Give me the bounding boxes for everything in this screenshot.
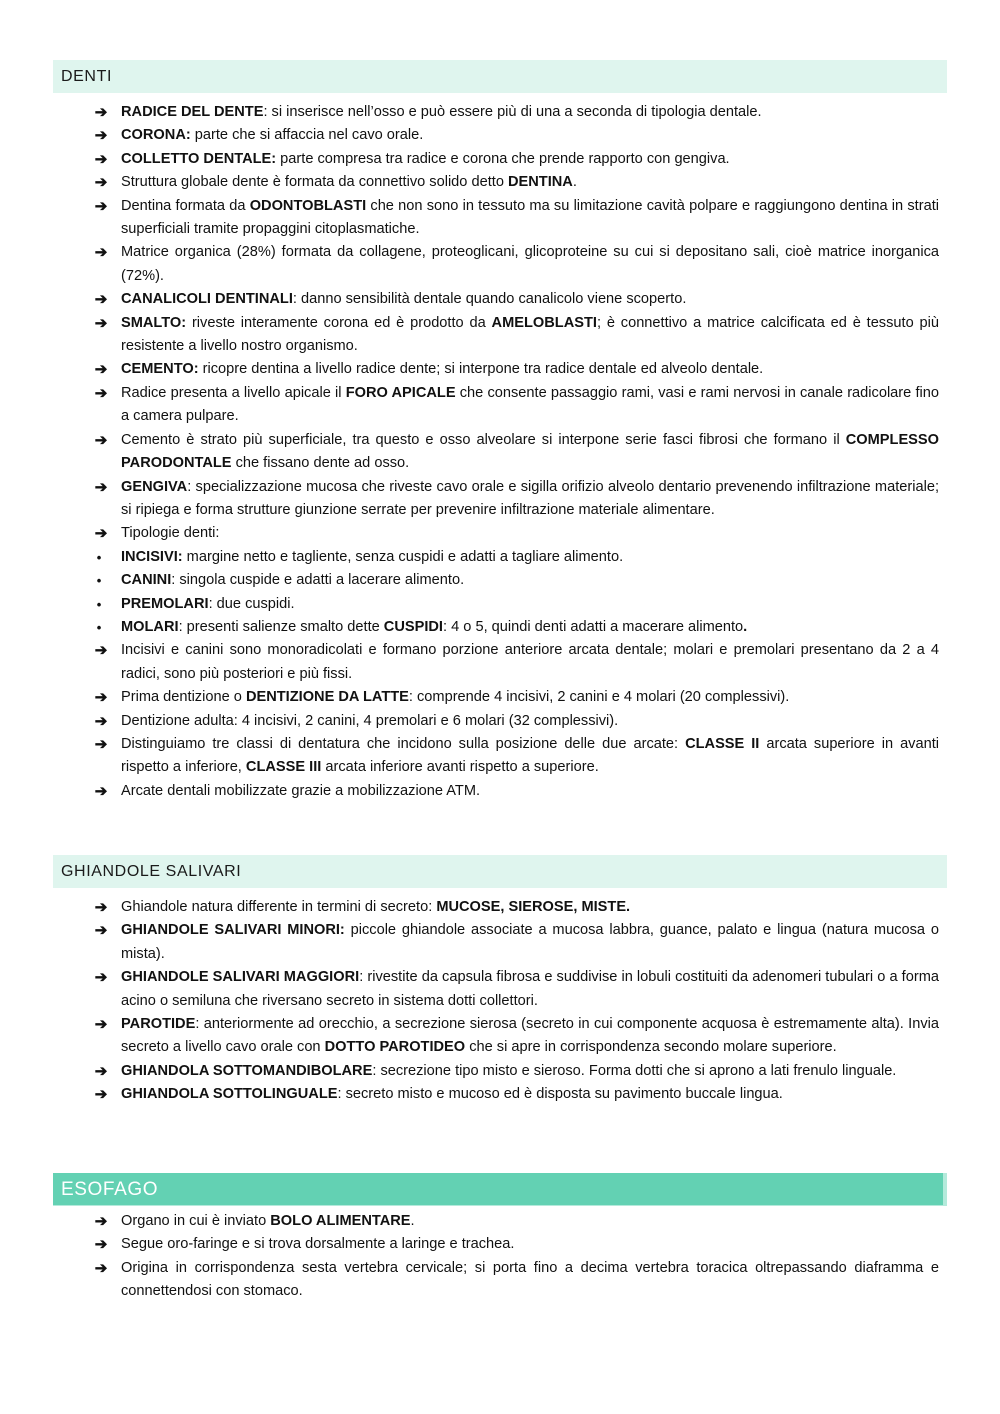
bold-term: GENGIVA <box>121 478 188 495</box>
text-run: margine netto e tagliente, senza cuspidi e adatti a tagliare alimento. <box>182 548 624 565</box>
bold-term: DENTINA <box>507 174 573 191</box>
arrow-bullet-icon: ➔ <box>94 1016 108 1034</box>
section-ghiandole-salivari <box>53 855 947 1107</box>
arrow-bullet-icon: ➔ <box>94 1236 108 1254</box>
list-item <box>53 896 947 919</box>
list-item <box>53 1013 947 1060</box>
item-text <box>121 198 939 237</box>
text-run: : rivestite da capsula fibrosa e suddivise in lobuli costituiti da adenomeri tubulari o a forma acino o semiluna che riversano secreto in sistema dotti collettori. <box>121 969 939 1009</box>
bold-term: DENTIZIONE DA LATTE <box>245 689 409 706</box>
text-run: : 4 o 5, quindi denti adatti a macerare alimento <box>443 618 744 635</box>
list-item <box>53 966 947 1013</box>
bold-term: FORO APICALE <box>345 384 456 401</box>
list-item <box>53 919 947 966</box>
bold-term: ODONTOBLASTI <box>249 197 367 214</box>
arrow-bullet-icon: ➔ <box>94 969 108 987</box>
bold-term: INCISIVI: <box>121 548 183 565</box>
text-run: Segue oro-faringe e si trova dorsalmente a laringe e trachea. <box>121 1236 515 1253</box>
text-run: ; è connettivo a matrice calcificata ed è tessuto più resistente a livello nostro organismo. <box>121 314 939 355</box>
item-text <box>121 922 939 961</box>
bold-term: CLASSE II <box>685 735 760 752</box>
arrow-bullet-icon: ➔ <box>94 431 108 449</box>
item-list <box>53 101 947 803</box>
arrow-bullet-icon: ➔ <box>94 712 108 730</box>
item-text <box>121 1260 939 1299</box>
text-run: che si apre in corrispondenza secondo molare superiore. <box>465 1039 837 1056</box>
list-item <box>53 639 947 686</box>
list-item <box>53 780 947 803</box>
item-text <box>121 1236 514 1252</box>
arrow-bullet-icon: ➔ <box>94 642 108 660</box>
text-run: che consente passaggio rami, vasi e rami nervosi in canale radicolare fino a camera pulpare. <box>121 384 939 425</box>
section-heading: DENTI <box>53 60 947 93</box>
bold-term: CORONA: <box>121 127 191 144</box>
item-text <box>121 1213 415 1229</box>
list-item <box>53 1083 947 1106</box>
text-run: : specializzazione mucosa che riveste cavo orale e sigilla orifizio alveolo dentario prevenendo infiltrazione materiale; si ripiega e forma strutture giunzione serrate per prevenire infiltrazione materiale alimentare. <box>121 478 939 518</box>
text-run: ricopre dentina a livello radice dente; si interpone tra radice dentale ed alveolo dentale. <box>198 361 764 378</box>
bold-term: MUCOSE, SIEROSE, MISTE. <box>436 899 631 915</box>
arrow-bullet-icon: ➔ <box>94 1086 108 1104</box>
item-text <box>121 361 763 377</box>
list-item <box>53 710 947 733</box>
text-run: parte compresa tra radice e corona che prende rapporto con gengiva. <box>276 150 730 167</box>
item-text <box>121 783 480 799</box>
item-text <box>121 315 939 354</box>
arrow-bullet-icon: ➔ <box>94 127 108 145</box>
list-item <box>53 195 947 242</box>
list-item <box>53 1233 947 1256</box>
list-item <box>53 1060 947 1083</box>
item-text <box>121 1063 896 1079</box>
arrow-bullet-icon: ➔ <box>94 689 108 707</box>
list-item <box>53 358 947 381</box>
list-item <box>53 124 947 147</box>
bold-term: GHIANDOLE SALIVARI MINORI: <box>121 922 345 939</box>
text-run: : singola cuspide e adatti a lacerare alimento. <box>171 572 465 589</box>
arrow-bullet-icon: ➔ <box>94 150 108 168</box>
item-text <box>121 713 618 729</box>
list-item <box>53 241 947 288</box>
text-run: Organo in cui è inviato <box>121 1213 271 1229</box>
list-item <box>53 616 947 639</box>
list-item <box>53 476 947 523</box>
arrow-bullet-icon: ➔ <box>94 314 108 332</box>
item-text <box>121 1016 939 1055</box>
section-esofago <box>53 1173 947 1304</box>
bold-term: AMELOBLASTI <box>491 314 597 331</box>
bold-term: CLASSE III <box>245 759 322 776</box>
list-item <box>53 686 947 709</box>
text-run: che fissano dente ad osso. <box>231 455 410 472</box>
list-item <box>53 312 947 359</box>
text-run: : secrezione tipo misto e sieroso. Forma dotti che si aprono a lati frenulo linguale. <box>372 1062 897 1079</box>
text-run: : anteriormente ad orecchio, a secrezione sierosa (secreto in cui componente acquosa è estremamente alta). Invia secreto a livello cavo orale con <box>121 1016 939 1056</box>
dot-bullet-icon: • <box>96 619 102 635</box>
arrow-bullet-icon: ➔ <box>94 1062 108 1080</box>
item-text <box>121 479 939 518</box>
bold-term: CUSPIDI <box>383 618 443 635</box>
bold-term: COLLETTO DENTALE: <box>121 150 277 167</box>
bold-term: GHIANDOLA SOTTOMANDIBOLARE <box>121 1062 373 1079</box>
item-text <box>121 525 219 541</box>
arrow-bullet-icon: ➔ <box>94 361 108 379</box>
item-text <box>121 174 577 190</box>
arrow-bullet-icon: ➔ <box>94 922 108 940</box>
item-text <box>121 1086 783 1102</box>
text-run: arcata superiore in avanti rispetto a inferiore, <box>121 735 940 776</box>
bold-term: GHIANDOLE SALIVARI MAGGIORI <box>121 969 360 986</box>
list-item <box>53 593 947 616</box>
text-run: Incisivi e canini sono monoradicolati e formano porzione anteriore arcata dentale; molari e premolari presentano da 2 a 4 radici, sono più posteriori e più fissi. <box>121 642 939 682</box>
item-text <box>121 432 939 471</box>
bold-term: CANINI <box>121 572 172 589</box>
bold-term: PAROTIDE <box>121 1016 196 1033</box>
text-run: : due cuspidi. <box>208 595 295 612</box>
list-item <box>53 1210 947 1233</box>
list-item <box>53 382 947 429</box>
text-run: Arcate dentali mobilizzate grazie a mobilizzazione ATM. <box>121 782 481 799</box>
arrow-bullet-icon: ➔ <box>94 735 108 753</box>
text-run: arcata inferiore avanti rispetto a superiore. <box>321 759 599 776</box>
list-item <box>53 1257 947 1304</box>
text-run: Struttura globale dente è formata da connettivo solido detto <box>121 174 508 191</box>
arrow-bullet-icon: ➔ <box>94 197 108 215</box>
text-run: piccole ghiandole associate a mucosa labbra, guance, palato e lingua (natura mucosa o mista). <box>121 922 939 962</box>
arrow-bullet-icon: ➔ <box>94 1259 108 1277</box>
bold-term: GHIANDOLA SOTTOLINGUALE <box>121 1086 338 1103</box>
item-text <box>121 385 939 424</box>
list-item <box>53 101 947 124</box>
list-item <box>53 171 947 194</box>
text-run: Origina in corrispondenza sesta vertebra cervicale; si porta fino a decima vertebra toracica oltrepassando diaframma e connettendosi con stomaco. <box>121 1259 939 1300</box>
bold-term: CANALICOLI DENTINALI <box>121 291 293 308</box>
item-list <box>53 896 947 1107</box>
list-item <box>53 569 947 592</box>
bold-term: . <box>743 618 748 635</box>
bold-term: COMPLESSO PARODONTALE <box>121 431 939 472</box>
section-heading: ESOFAGO <box>53 1173 947 1206</box>
text-run: riveste interamente corona ed è prodotto da <box>186 314 492 331</box>
item-text <box>121 151 730 167</box>
list-item <box>53 733 947 780</box>
text-run: Cemento è strato più superficiale, tra questo e osso alveolare si interpone serie fasci fibrosi che formano il <box>121 431 846 448</box>
text-run: Distinguiamo tre classi di dentatura che incidono sulla posizione delle due arcate: <box>121 735 686 752</box>
list-item <box>53 429 947 476</box>
arrow-bullet-icon: ➔ <box>94 782 108 800</box>
item-text <box>121 291 686 307</box>
arrow-bullet-icon: ➔ <box>94 244 108 262</box>
item-text <box>121 572 464 588</box>
text-run: : si inserisce nell’osso e può essere più di una a seconda di tipologia dentale. <box>263 104 762 120</box>
arrow-bullet-icon: ➔ <box>94 174 108 192</box>
item-text <box>121 619 747 635</box>
text-run: : danno sensibilità dentale quando canalicolo viene scoperto. <box>292 291 687 308</box>
dot-bullet-icon: • <box>96 596 102 612</box>
item-text <box>121 736 939 775</box>
bold-term: CEMENTO: <box>121 361 199 378</box>
text-run: Matrice organica (28%) formata da collagene, proteoglicani, glicoproteine su cui si depositano sali, cioè matrice inorganica (72%). <box>121 244 939 284</box>
arrow-bullet-icon: ➔ <box>94 384 108 402</box>
item-text <box>121 969 939 1008</box>
bold-term: SMALTO: <box>121 314 187 331</box>
text-run: Dentizione adulta: 4 incisivi, 2 canini, 4 premolari e 6 molari (32 complessivi). <box>121 712 619 729</box>
item-text <box>121 689 789 705</box>
text-run: Tipologie denti: <box>121 525 220 542</box>
list-item <box>53 546 947 569</box>
item-text <box>121 642 939 681</box>
bold-term: BOLO ALIMENTARE <box>270 1213 411 1229</box>
item-text <box>121 549 623 565</box>
dot-bullet-icon: • <box>96 573 102 589</box>
text-run: che non sono in tessuto ma su limitazione cavità polpare e raggiungono dentina in strati superficiali tramite propaggini citoplasmatiche. <box>121 197 939 238</box>
section-heading: GHIANDOLE SALIVARI <box>53 855 947 888</box>
text-run: parte che si affaccia nel cavo orale. <box>190 127 424 144</box>
text-run: : presenti salienze smalto dette <box>178 618 384 635</box>
section-denti <box>53 60 947 803</box>
arrow-bullet-icon: ➔ <box>94 1213 108 1230</box>
item-text <box>121 596 295 612</box>
text-run: : comprende 4 incisivi, 2 canini e 4 molari (20 complessivi). <box>408 689 790 706</box>
bold-term: MOLARI <box>121 618 179 635</box>
item-text <box>121 244 939 283</box>
arrow-bullet-icon: ➔ <box>94 104 108 121</box>
item-text <box>121 104 762 120</box>
item-text <box>121 899 630 915</box>
text-run: Dentina formata da <box>121 197 250 214</box>
text-run: Radice presenta a livello apicale il <box>121 384 346 401</box>
arrow-bullet-icon: ➔ <box>94 899 108 916</box>
text-run: . <box>572 174 577 191</box>
arrow-bullet-icon: ➔ <box>94 291 108 309</box>
text-run: . <box>410 1213 415 1229</box>
arrow-bullet-icon: ➔ <box>94 525 108 543</box>
list-item <box>53 288 947 311</box>
list-item <box>53 522 947 545</box>
dot-bullet-icon: • <box>96 549 102 565</box>
list-item <box>53 148 947 171</box>
bold-term: PREMOLARI <box>121 595 209 612</box>
text-run: : secreto misto e mucoso ed è disposta su pavimento buccale lingua. <box>337 1086 783 1103</box>
item-text <box>121 127 423 143</box>
item-list <box>53 1210 947 1304</box>
arrow-bullet-icon: ➔ <box>94 478 108 496</box>
bold-term: DOTTO PAROTIDEO <box>324 1039 466 1056</box>
text-run: Ghiandole natura differente in termini di secreto: <box>121 899 437 915</box>
bold-term: RADICE DEL DENTE <box>121 104 264 120</box>
text-run: Prima dentizione o <box>121 689 246 706</box>
